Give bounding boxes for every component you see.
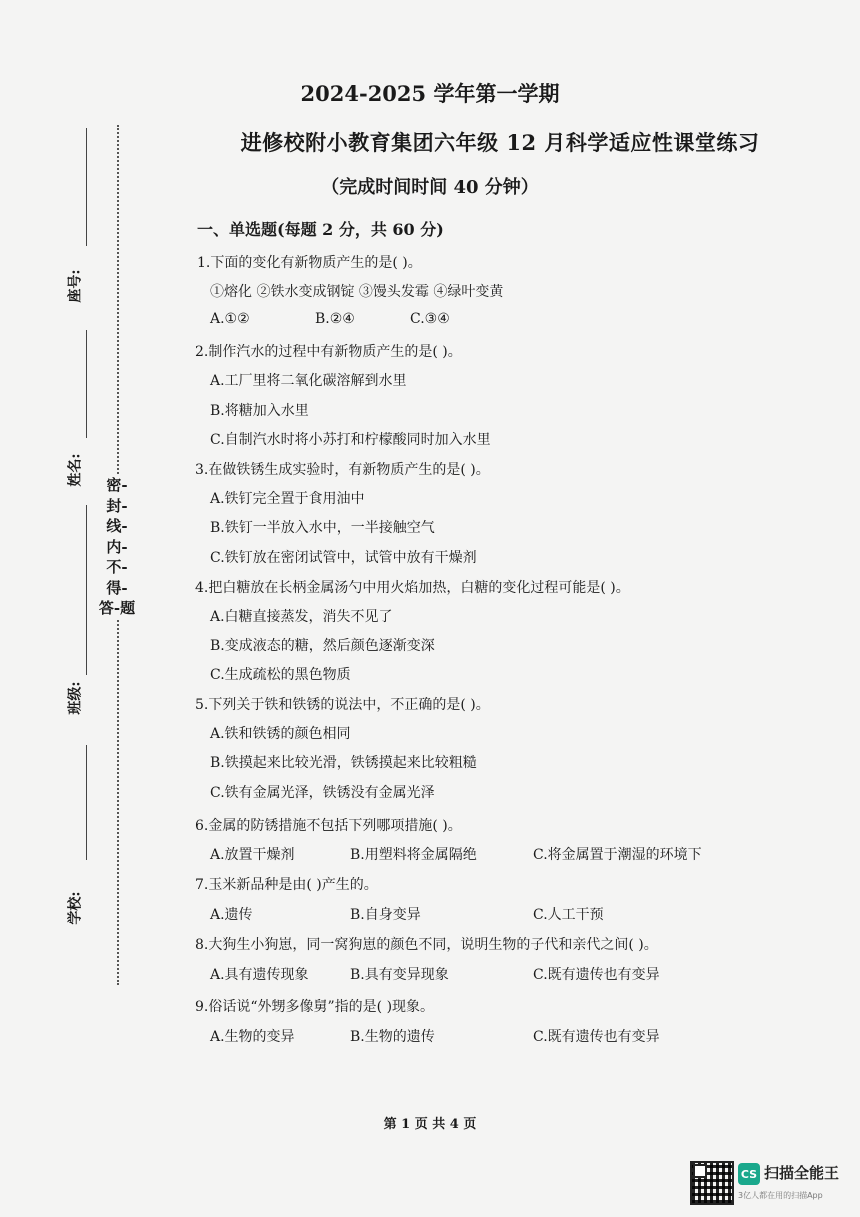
question-7-option-a: A.遗传 <box>210 907 253 923</box>
question-6-option-b: B.用塑料将金属隔绝 <box>350 847 477 863</box>
question-2-stem: 2.制作汽水的过程中有新物质产生的是( )。 <box>195 344 462 360</box>
question-4-stem: 4.把白糖放在长柄金属汤勺中用火焰加热，白糖的变化过程可能是( )。 <box>195 580 630 596</box>
camscanner-logo-icon: CS <box>738 1163 760 1185</box>
question-3-option-c: C.铁钉放在密闭试管中，试管中放有干燥剂 <box>210 550 477 566</box>
question-6-option-a: A.放置干燥剂 <box>210 847 295 863</box>
question-3-option-a: A.铁钉完全置于食用油中 <box>210 491 365 507</box>
question-4-option-a: A.白糖直接蒸发，消失不见了 <box>210 609 393 625</box>
question-8-option-b: B.具有变异现象 <box>350 967 449 983</box>
question-1-stem: 1.下面的变化有新物质产生的是( )。 <box>197 255 422 271</box>
exam-title: 进修校附小教育集团六年级 12 月科学适应性课堂练习 <box>240 130 760 155</box>
question-5-option-b: B.铁摸起来比较光滑，铁锈摸起来比较粗糙 <box>210 755 477 771</box>
school-label: 学校: <box>67 891 84 925</box>
question-6-option-c: C.将金属置于潮湿的环境下 <box>533 847 702 863</box>
qr-code-icon <box>690 1161 734 1205</box>
question-9-stem: 9.俗话说“外甥多像舅”指的是( )现象。 <box>195 999 435 1015</box>
name-divider-line <box>86 330 87 438</box>
question-2-option-c: C.自制汽水时将小苏打和柠檬酸同时加入水里 <box>210 432 491 448</box>
question-7-stem: 7.玉米新品种是由( )产生的。 <box>195 877 378 893</box>
section-title: 一、单选题(每题 2 分，共 60 分) <box>197 220 444 239</box>
question-5-option-a: A.铁和铁锈的颜色相同 <box>210 726 351 742</box>
question-6-stem: 6.金属的防锈措施不包括下列哪项措施( )。 <box>195 818 462 834</box>
question-7-option-b: B.自身变异 <box>350 907 421 923</box>
question-5-stem: 5.下列关于铁和铁锈的说法中，不正确的是( )。 <box>195 697 490 713</box>
question-8-option-c: C.既有遗传也有变异 <box>533 967 660 983</box>
time-note: （完成时间时间 40 分钟） <box>321 177 539 198</box>
name-label: 姓名: <box>67 453 84 487</box>
seal-line-text: 密-封-线-内-不-得-答-题 <box>98 476 136 617</box>
question-3-option-b: B.铁钉一半放入水中，一半接触空气 <box>210 520 435 536</box>
question-1-items: ①熔化 ②铁水变成钢锭 ③馒头发霉 ④绿叶变黄 <box>210 284 504 300</box>
question-5-option-c: C.铁有金属光泽，铁锈没有金属光泽 <box>210 785 435 801</box>
question-9-option-a: A.生物的变异 <box>210 1029 295 1045</box>
question-2-option-a: A.工厂里将二氧化碳溶解到水里 <box>210 373 407 389</box>
seat-underline <box>86 128 87 246</box>
question-1-option-a: A.①② <box>210 311 250 327</box>
question-2-option-b: B.将糖加入水里 <box>210 403 309 419</box>
question-4-option-b: B.变成液态的糖，然后颜色逐渐变深 <box>210 638 435 654</box>
question-4-option-c: C.生成疏松的黑色物质 <box>210 667 351 683</box>
question-8-option-a: A.具有遗传现象 <box>210 967 309 983</box>
class-label: 班级: <box>67 681 84 715</box>
scanner-slogan: 3亿人都在用的扫描App <box>738 1191 823 1200</box>
seat-label: 座号: <box>67 269 84 303</box>
question-7-option-c: C.人工干预 <box>533 907 604 923</box>
semester-title: 2024-2025 学年第一学期 <box>300 81 560 106</box>
question-8-stem: 8.大狗生小狗崽，同一窝狗崽的颜色不同，说明生物的子代和亲代之间( )。 <box>195 937 658 953</box>
name-underline <box>86 505 87 675</box>
question-9-option-b: B.生物的遗传 <box>350 1029 435 1045</box>
question-3-stem: 3.在做铁锈生成实验时，有新物质产生的是( )。 <box>195 462 490 478</box>
question-1-option-b: B.②④ <box>315 311 355 327</box>
class-underline <box>86 745 87 860</box>
page-indicator: 第 1 页 共 4 页 <box>383 1117 477 1132</box>
question-1-option-c: C.③④ <box>410 311 450 327</box>
scanner-app-name: 扫描全能王 <box>764 1164 840 1182</box>
question-9-option-c: C.既有遗传也有变异 <box>533 1029 660 1045</box>
